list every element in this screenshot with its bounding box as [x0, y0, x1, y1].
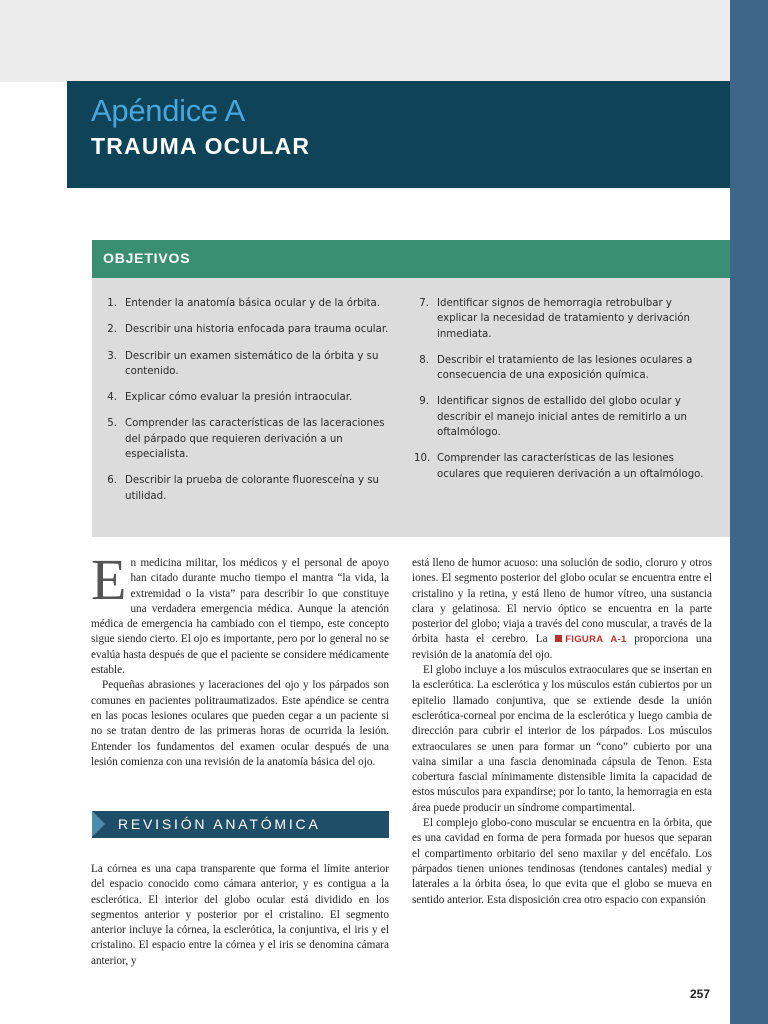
- objective-item: [102, 349, 392, 380]
- objective-text: Comprender las características de las laceraciones del párpado que requieren derivación a un especialista.: [125, 418, 385, 461]
- objectives-left-column: [102, 296, 392, 515]
- objective-number: 5.: [107, 418, 117, 430]
- objective-number: 4.: [107, 392, 117, 404]
- right-paragraph-1-text-b: proporciona una revisión de la anatomía del ojo.: [412, 633, 712, 661]
- objective-number: 6.: [107, 475, 117, 487]
- section-heading: [92, 811, 389, 838]
- objective-item: [102, 296, 392, 311]
- figure-reference[interactable]: [555, 634, 626, 645]
- objective-text: Describir una historia enfocada para trauma ocular.: [125, 324, 389, 336]
- objective-number: 2.: [107, 324, 117, 336]
- objective-item: [414, 296, 714, 342]
- chevron-right-icon: [92, 811, 105, 837]
- section-title: REVISIÓN ANATÓMICA: [118, 816, 321, 832]
- objective-text: Describir un examen sistemático de la órbita y su contenido.: [125, 350, 379, 377]
- right-paragraph-3: El complejo globo-cono muscular se encuentra en la órbita, que es una cavidad en forma de pera formada por huesos que separan el compartimento orbitario del seno maxilar y del encéfalo. Los párpados tienen uniones tendinosas (tendones cantales) medial y laterales a la órbita ósea, lo que evita que el globo se mueva en sentido anterior. Esta disposición crea otro espacio con expansión: [412, 817, 712, 906]
- objective-number: 3.: [107, 350, 117, 362]
- anatomy-paragraph-1: La córnea es una capa transparente que forma el límite anterior del espacio conocido como cámara anterior, y es contigua a la esclerótica. El interior del globo ocular está dividido en los segmentos anterior y posterior por el cristalino. El segmento anterior incluye la córnea, la esclerótica, la conjuntiva, el iris y el cristalino. El espacio entre la córnea y el iris se denomina cámara anterior, y: [91, 863, 389, 967]
- objective-item: [102, 416, 392, 462]
- objectives-right-column: [414, 296, 714, 493]
- objective-item: [102, 322, 392, 337]
- page-number: 257: [690, 987, 711, 1001]
- objective-text: Describir el tratamiento de las lesiones oculares a consecuencia de una exposición química.: [437, 354, 693, 382]
- left-column-anatomy: [91, 862, 389, 969]
- intro-paragraph-1-text: n medicina militar, los médicos y el personal de apoyo han citado durante mucho tiempo el mantra “la vida, la extremidad o la vista” para describir lo que constituye una verdadera emergencia médica. Aunque la atención médica de emergencia ha cambiado con el tiempo, este concepto sigue siendo cierto. El ojo es importante, pero por lo general no se evalúa hasta después de que el paciente se considere médicamente estable.: [91, 557, 389, 677]
- objective-text: Identificar signos de hemorragia retrobulbar y explicar la necesidad de tratamiento y derivación inmediata.: [437, 298, 690, 340]
- objective-item: [102, 390, 392, 405]
- left-column-intro: [91, 547, 389, 770]
- objective-item: [414, 353, 714, 384]
- objective-item: [102, 473, 392, 504]
- objective-text: Entender la anatomía básica ocular y de la órbita.: [125, 298, 380, 309]
- drop-cap: E: [91, 547, 127, 612]
- objectives-box: [92, 278, 730, 537]
- objectives-header: [92, 240, 730, 278]
- objective-number: 8.: [419, 354, 429, 366]
- objective-number: 7.: [419, 298, 429, 309]
- objective-number: 1.: [107, 298, 117, 309]
- objective-item: [414, 394, 714, 440]
- objective-text: Identificar signos de estallido del globo ocular y describir el manejo inicial antes de remitirlo a un oftalmólogo.: [437, 396, 687, 439]
- objective-text: Comprender las características de las lesiones oculares que requieren derivación a un oftalmólogo.: [437, 453, 704, 480]
- right-paragraph-1: [412, 556, 712, 663]
- appendix-label: Apéndice A: [91, 93, 245, 128]
- right-column: [412, 556, 712, 908]
- top-band: [0, 0, 730, 82]
- right-paragraph-2: El globo incluye a los músculos extraoculares que se insertan en la esclerótica. La esclerótica y los músculos están cubiertos por un epitelio llamado conjuntiva, que se extiende desde la unión esclerótica-corneal por encima de la esclerótica y luego cambia de dirección para cubrir el interior de los párpados. Los músculos extraoculares se unen para formar un “cono” cubierto por una vaina similar a una fascia denominada cápsula de Tenon. Esta cobertura fascial mínimamente distensible limita la capacidad de estos músculos para expandirse; por lo tanto, la hemorragia en esta área puede producir un síndrome compartimental.: [412, 664, 712, 814]
- objective-item: [414, 451, 714, 482]
- figure-reference-label: FIGURA A-1: [565, 634, 627, 646]
- side-band: [730, 0, 768, 1024]
- intro-paragraph-1: [91, 547, 389, 678]
- chapter-header: [67, 81, 730, 188]
- objective-number: 10.: [414, 453, 431, 465]
- objective-text: Explicar cómo evaluar la presión intraocular.: [125, 392, 353, 404]
- objective-number: 9.: [419, 396, 429, 408]
- chapter-title: TRAUMA OCULAR: [91, 133, 311, 159]
- intro-paragraph-2: Pequeñas abrasiones y laceraciones del ojo y los párpados son comunes en pacientes politraumatizados. Este apéndice se centra en las pocas lesiones oculares que pueden cegar a un paciente si no se tratan dentro de las primeras horas de ocurrida la lesión. Entender los fundamentos del examen ocular después de una lesión comienza con una revisión de la anatomía básica del ojo.: [91, 679, 389, 768]
- objective-text: Describir la prueba de colorante fluoresceína y su utilidad.: [125, 475, 379, 502]
- square-icon: [555, 635, 562, 642]
- right-paragraph-1-text-a: está lleno de humor acuoso: una solución de sodio, cloruro y otros iones. El segmento posterior del globo ocular se encuentra entre el cristalino y la retina, y está lleno de humor vítreo, una sustancia clara y gelatinosa. El nervio óptico se encuentra en la parte posterior del globo; viaja a través del cono muscular, a través de la órbita hasta el cerebro. La: [412, 557, 712, 646]
- objectives-title: OBJETIVOS: [103, 250, 191, 266]
